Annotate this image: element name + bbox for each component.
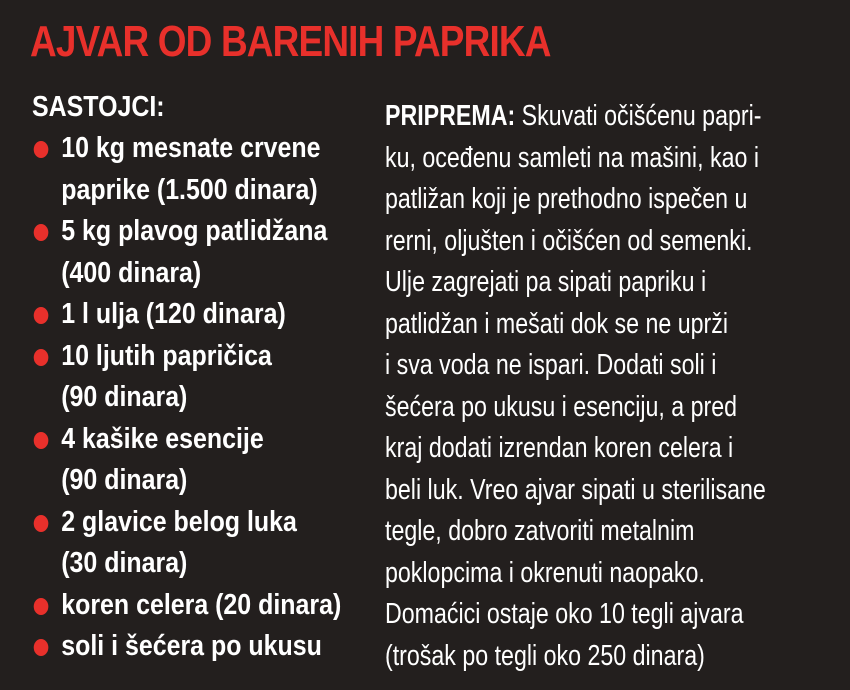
list-item	[32, 294, 388, 336]
ingredients-heading: SASTOJCI:	[32, 91, 165, 123]
preparation-line: šećera po ukusu i esenciju, a pred	[385, 390, 738, 423]
ingredient-text: soli i šećera po ukusu	[61, 630, 322, 662]
preparation-label: PRIPREMA:	[385, 100, 516, 132]
recipe-title: AJVAR OD BARENIH PAPRIKA	[30, 17, 551, 66]
preparation-line: (trošak po tegli oko 250 dinara)	[385, 639, 705, 672]
ingredients-section	[32, 90, 377, 668]
ingredient-text: 10 ljutih papričica (90 dinara)	[61, 339, 272, 413]
bullet-dot-icon	[34, 598, 49, 615]
list-item	[32, 419, 388, 502]
preparation-line	[385, 96, 801, 138]
ingredient-text: 2 glavice belog luka (30 dinara)	[61, 505, 297, 579]
ingredient-text: 1 l ulja (120 dinara)	[61, 298, 286, 330]
list-item	[32, 336, 388, 419]
ingredient-text: koren celera (20 dinara)	[61, 588, 342, 621]
list-item	[32, 626, 388, 668]
preparation-line: tegle, dobro zatvoriti metalnim	[385, 515, 695, 547]
preparation-line: ku, oceđenu samleti na mašini, kao i	[385, 141, 759, 174]
bullet-dot-icon	[34, 432, 49, 449]
bullet-dot-icon	[34, 639, 49, 656]
preparation-line: patlidžan i mešati dok se ne uprži	[385, 307, 729, 340]
bullet-dot-icon	[34, 349, 49, 366]
list-item	[32, 585, 388, 627]
preparation-line: i sva voda ne ispari. Dodati soli i	[385, 349, 717, 381]
preparation-text: Skuvati očišćenu papri-	[515, 100, 762, 132]
list-item	[32, 502, 388, 585]
ingredients-list	[32, 128, 377, 668]
ingredient-text: 5 kg plavog patlidžana (400 dinara)	[61, 215, 328, 289]
list-item	[32, 128, 388, 211]
bullet-dot-icon	[34, 224, 49, 241]
preparation-line: patližan koji je prethodno ispečen u	[385, 183, 748, 215]
ingredient-text: 4 kašike esencije (90 dinara)	[61, 422, 264, 496]
bullet-dot-icon	[34, 515, 49, 532]
preparation-line: poklopcima i okrenuti naopako.	[385, 556, 705, 589]
ingredient-text: 10 kg mesnate crvene paprike (1.500 dinara)	[61, 132, 321, 206]
preparation-line: rerni, oljušten i očišćen od semenki.	[385, 224, 753, 257]
preparation-line: beli luk. Vreo ajvar sipati u sterilisane	[385, 473, 766, 506]
preparation-section	[385, 96, 801, 677]
preparation-line: kraj dodati izrendan koren celera i	[385, 432, 734, 464]
preparation-line: Domaćici ostaje oko 10 tegli ajvara	[385, 598, 744, 630]
preparation-line: Ulje zagrejati pa sipati papriku i	[385, 266, 707, 298]
bullet-dot-icon	[34, 141, 49, 158]
bullet-dot-icon	[34, 307, 49, 324]
list-item	[32, 211, 388, 294]
